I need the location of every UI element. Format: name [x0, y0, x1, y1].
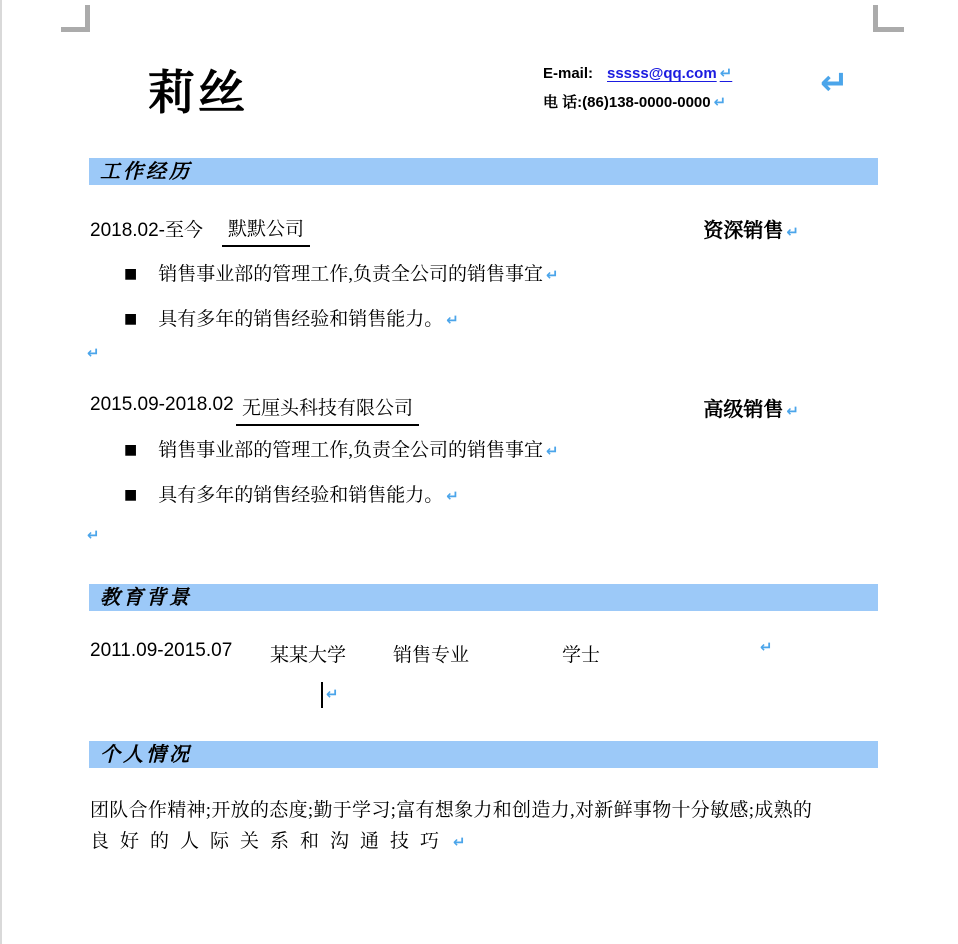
bullet-icon: ■ — [124, 487, 138, 503]
education-school: 某某大学 — [270, 645, 347, 666]
paragraph-mark-icon: ↵ — [760, 638, 773, 656]
phone-label: 电 话: — [543, 94, 583, 111]
paragraph-mark-icon: ↵ — [453, 833, 466, 851]
paragraph-mark-icon: ↵ — [546, 442, 559, 460]
job-role — [703, 393, 799, 422]
email-value[interactable]: sssss@qq.com — [607, 65, 717, 82]
email-label: E-mail: — [543, 65, 594, 82]
bullet-icon: ■ — [124, 442, 138, 458]
bullet-item — [124, 259, 864, 283]
bullet-text: 具有多年的销售经验和销售能力。 — [158, 485, 444, 506]
paragraph-mark-icon: ↵ — [546, 266, 559, 284]
job-row — [90, 393, 880, 419]
bullet-icon: ■ — [124, 266, 138, 282]
job-period: 2015.09-2018.02 — [90, 394, 234, 415]
bullet-text: 销售事业部的管理工作,负责全公司的销售事宜 — [158, 440, 543, 461]
bullet-item — [124, 304, 864, 328]
text-cursor — [321, 682, 323, 708]
education-period: 2011.09-2015.07 — [90, 640, 233, 661]
personal-summary-line: 团队合作精神;开放的态度;勤于学习;富有想象力和创造力,对新鲜事物十分敏感;成熟的 — [90, 800, 813, 821]
education-degree: 学士 — [562, 645, 601, 666]
paragraph-mark-icon: ↵ — [446, 487, 459, 505]
personal-summary-line — [90, 826, 466, 853]
education-row — [90, 640, 880, 664]
bullet-icon: ■ — [124, 311, 138, 327]
paragraph-mark-icon: ↵ — [446, 311, 459, 329]
page-left-edge — [0, 0, 2, 944]
job-company: 默默公司 — [222, 214, 310, 247]
section-header-work — [89, 158, 878, 185]
paragraph-mark-icon: ↵ — [719, 64, 733, 82]
job-row — [90, 214, 880, 240]
section-title-work: 工作经历 — [100, 160, 192, 183]
email-link[interactable] — [607, 65, 732, 82]
job-role — [703, 214, 799, 243]
resume-name: 莉丝 — [148, 66, 248, 119]
paragraph-mark-icon: ↵ — [326, 685, 339, 703]
section-title-education: 教育背景 — [100, 586, 192, 609]
personal-summary-text: 良好的人际关系和沟通技巧 — [90, 831, 451, 852]
bullet-item — [124, 480, 864, 504]
bullet-text: 销售事业部的管理工作,负责全公司的销售事宜 — [158, 264, 543, 285]
paragraph-mark-icon: ↵ — [786, 402, 799, 420]
job-company: 无厘头科技有限公司 — [236, 393, 419, 426]
section-title-personal: 个人情况 — [100, 743, 192, 766]
crop-mark-top-right-horizontal — [873, 27, 904, 32]
phone-value: (86)138-0000-0000 — [582, 94, 711, 111]
education-major: 销售专业 — [393, 645, 470, 666]
paragraph-mark-icon: ↵ — [713, 93, 727, 111]
bullet-item — [124, 435, 864, 459]
job-role-text: 资深销售 — [703, 220, 784, 242]
paragraph-mark-icon: ↵ — [786, 223, 799, 241]
paragraph-mark-icon: ↵ — [820, 63, 849, 103]
job-role-text: 高级销售 — [703, 399, 784, 421]
paragraph-mark-icon: ↵ — [87, 526, 100, 544]
crop-mark-top-left-horizontal — [61, 27, 90, 32]
bullet-text: 具有多年的销售经验和销售能力。 — [158, 309, 444, 330]
paragraph-mark-icon: ↵ — [87, 344, 100, 362]
section-header-education — [89, 584, 878, 611]
section-header-personal — [89, 741, 878, 768]
phone-line — [543, 91, 726, 112]
job-period: 2018.02-至今 — [90, 220, 204, 241]
